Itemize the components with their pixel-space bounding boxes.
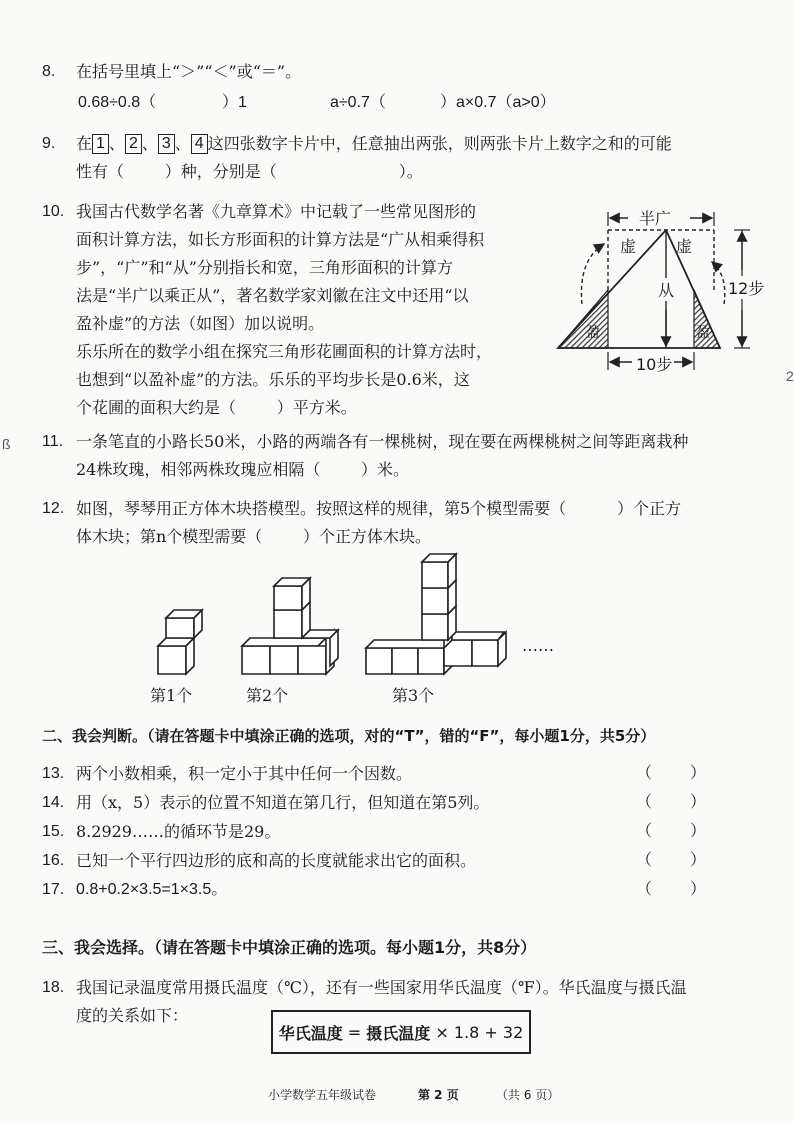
q9-line1 (76, 130, 672, 158)
paren-close: ） (689, 879, 706, 898)
q16-answer-paren[interactable] (636, 847, 706, 870)
paren-close: ） (689, 850, 706, 869)
formula-celsius: 摄氏温度 (366, 1023, 431, 1043)
model-1 (158, 610, 202, 674)
paren-close: ） (689, 821, 706, 840)
half-width-label: 半广 (636, 206, 674, 229)
paren-close: ） (689, 763, 706, 782)
q10-line-4: 法是“半广以乘正从”，著名数学家刘徽在注文中还用“以 (76, 286, 469, 305)
q17-text: 0.8+0.2×3.5=1×3.5。 (76, 881, 228, 898)
q12-number: 12. (42, 500, 65, 517)
cube-models-figure (150, 550, 570, 680)
q13-text: 两个小数相乘，积一定小于其中任何一个因数。 (76, 764, 413, 783)
q13-answer-paren[interactable] (636, 760, 706, 783)
footer-title: 小学数学五年级试卷 (268, 1088, 377, 1102)
formula-fahrenheit: 华氏温度 (278, 1023, 343, 1043)
section3-title: 三、我会选择。（请在答题卡中填涂正确的选项。每小题1分，共8分） (42, 938, 537, 957)
number-card-4: 4 (191, 134, 208, 154)
triangle-area-figure (548, 200, 778, 376)
q8-number: 8. (42, 63, 56, 80)
footer-page: 第 2 页 (418, 1088, 459, 1102)
formula-rest: × 1.8 + 32 (430, 1022, 524, 1042)
q17-answer-paren[interactable] (636, 876, 706, 899)
base-value-label: 10步 (634, 352, 674, 375)
paren-open: （ (636, 763, 653, 782)
q14-text: 用（x，5）表示的位置不知道在第几行，但知道在第5列。 (76, 793, 490, 812)
q10-line-6: 乐乐所在的数学小组在探究三角形花圃面积的计算方法时， (76, 342, 493, 361)
q12-line2: 体木块；第n个模型需要（ ）个正方体木块。 (76, 527, 431, 546)
q15-number: 15. (42, 823, 65, 840)
q11-number: 11. (42, 433, 64, 450)
paren-open: （ (636, 850, 653, 869)
paren-open: （ (636, 879, 653, 898)
model-label-1: 第1个 (150, 686, 193, 705)
number-card-1: 1 (92, 134, 109, 154)
right-margin-mark: 2 (786, 368, 794, 384)
cube-models-svg (150, 550, 570, 680)
paren-open: （ (636, 821, 653, 840)
q10-line-7: 也想到“以盈补虚”的方法。乐乐的平均步长是0.6米，这 (76, 370, 470, 389)
number-card-2: 2 (125, 134, 142, 154)
number-card-3: 3 (158, 134, 175, 154)
q8-expr1-right: ）1 (222, 94, 247, 111)
q17-number: 17. (42, 881, 65, 898)
q14-number: 14. (42, 794, 65, 811)
q8-expr2-right: ）a×0.7（a>0） (440, 94, 556, 111)
q10-line-8: 个花圃的面积大约是（ ）平方米。 (76, 398, 357, 417)
temperature-formula-box (271, 1010, 531, 1054)
q11-line2: 24株玫瑰，相邻两株玫瑰应相隔（ ）米。 (76, 460, 410, 479)
q10-line-2: 面积计算方法，如长方形面积的计算方法是“广从相乘得积 (76, 230, 485, 249)
q18-line2: 度的关系如下： (76, 1006, 189, 1025)
q9-number: 9. (42, 135, 56, 152)
q9-line2: 性有（ ）种，分别是（ ）。 (76, 162, 423, 181)
q15-text: 8.2929……的循环节是29。 (76, 822, 281, 841)
model-label-3: 第3个 (392, 686, 435, 705)
q13-number: 13. (42, 765, 65, 782)
paren-close: ） (689, 792, 706, 811)
q8-expr1-left: 0.68÷0.8（ (78, 94, 157, 111)
q10-number: 10. (42, 203, 65, 220)
card-sep-3: 、 (174, 134, 191, 153)
q14-answer-paren[interactable] (636, 789, 706, 812)
card-sep-2: 、 (141, 134, 158, 153)
paren-open: （ (636, 792, 653, 811)
q8-text: 在括号里填上“＞”“＜”或“＝”。 (76, 62, 302, 81)
height-value-label: 12步 (728, 276, 764, 299)
q9-text-b: 这四张数字卡片中，任意抽出两张，则两张卡片上数字之和的可能 (207, 134, 672, 153)
q12-line1: 如图，琴琴用正方体木块搭模型。按照这样的规律，第5个模型需要（ ）个正方 (76, 499, 682, 518)
q9-text-a: 在 (76, 134, 93, 153)
formula-equals: = (342, 1022, 367, 1042)
q11-line1: 一条笔直的小路长50米，小路的两端各有一棵桃树，现在要在两棵桃树之间等距离栽种 (76, 432, 689, 451)
fill-left-label: 盈 (586, 325, 600, 341)
empty-left-label: 虚 (620, 237, 637, 256)
footer-total: （共 6 页） (496, 1088, 560, 1102)
q8-expr2-left: a÷0.7（ (330, 94, 386, 111)
section2-title: 二、我会判断。（请在答题卡中填涂正确的选项，对的“T”，错的“F”，每小题1分，共5分） (42, 727, 656, 745)
model-2 (242, 578, 338, 674)
card-sep-1: 、 (108, 134, 125, 153)
cube-ellipsis: …… (522, 636, 554, 655)
q18-number: 18. (42, 979, 65, 996)
q10-line-3: 步”，“广”和“从”分别指长和宽，三角形面积的计算方 (76, 258, 453, 277)
model-label-2: 第2个 (246, 686, 289, 705)
empty-right-label: 虚 (676, 237, 693, 256)
left-margin-mark: ß (2, 436, 11, 452)
q18-line1: 我国记录温度常用摄氏温度（℃），还有一些国家用华氏温度（℉）。华氏温度与摄氏温 (76, 978, 687, 997)
q10-line-5: 盈补虚”的方法（如图）加以说明。 (76, 314, 325, 333)
q16-text: 已知一个平行四边形的底和高的长度就能求出它的面积。 (76, 851, 477, 870)
height-word-label: 从 (658, 278, 674, 301)
model-3 (366, 554, 506, 674)
q15-answer-paren[interactable] (636, 818, 706, 841)
fill-right-label: 盈 (696, 325, 710, 341)
q16-number: 16. (42, 852, 65, 869)
q10-line-1: 我国古代数学名著《九章算术》中记载了一些常见图形的 (76, 202, 477, 221)
